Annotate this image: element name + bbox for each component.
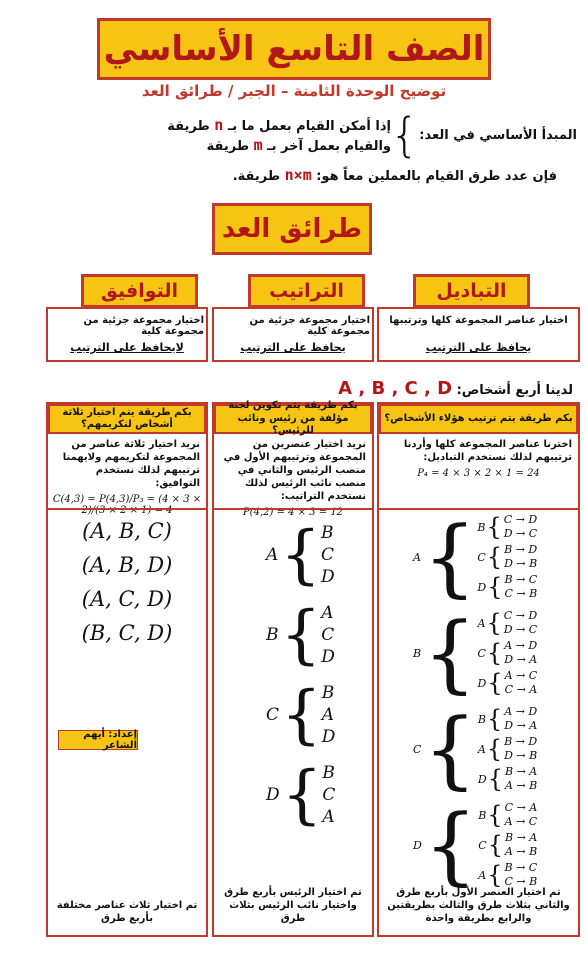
tree-leaf: D → A xyxy=(504,653,538,666)
var-m: m xyxy=(253,136,263,154)
brace-icon: { xyxy=(423,604,477,702)
tree-leaf: D xyxy=(321,567,335,588)
tree-leaf: C → B xyxy=(504,875,538,888)
arrangement-tree xyxy=(266,598,335,673)
brace-icon: { xyxy=(486,513,502,541)
tree-leaf: D xyxy=(321,727,336,748)
people-statement: لدينا أربع أشخاص: A , B , C , D xyxy=(338,378,573,399)
tree-leaf: D → A xyxy=(504,719,538,732)
combination-set: (A, B, D) xyxy=(81,553,173,577)
footer-combinations: تم اختيار ثلاث عناصر مختلفة بأربع طرق xyxy=(56,900,198,924)
author-credit: إعداد: أيهم الشاعر xyxy=(58,730,138,750)
tree-leaf: A xyxy=(321,603,334,623)
brace-icon: { xyxy=(486,735,503,763)
footer-permutations: تم اختيار العنصر الأول بأربع طرق والثاني بثلاث طرق والثالث بطريقتين والرابع بطريقة واحدة xyxy=(387,887,570,924)
brace-icon: { xyxy=(487,765,503,793)
left-brace-icon: { xyxy=(390,108,420,162)
tree-leaf: C → D xyxy=(503,513,538,527)
brace-icon: { xyxy=(486,705,503,733)
definition-arrangements xyxy=(212,307,374,362)
tree-root: A xyxy=(413,550,421,564)
tree-leaf: D xyxy=(321,647,335,668)
tree-root: B xyxy=(266,625,279,646)
tree-branch: A xyxy=(477,616,486,630)
arrangement-tree xyxy=(266,678,336,753)
tree-root: D xyxy=(266,785,280,806)
tree-leaf: B xyxy=(322,763,335,783)
tree-leaf: B xyxy=(321,523,334,543)
header-combinations: التوافيق xyxy=(81,274,198,308)
tree-leaf: A → D xyxy=(504,705,538,719)
brace-icon: { xyxy=(487,861,503,889)
permutation-tree xyxy=(413,508,538,606)
section-arrangements xyxy=(212,402,374,937)
principle-line-3: فإن عدد طرق القيام بالعملين معاً هو: n×m طريقة. xyxy=(232,166,557,184)
definition-key: يحافظ على الترتيب xyxy=(425,341,532,354)
divider xyxy=(379,508,578,510)
brace-icon: { xyxy=(486,609,502,637)
combination-sets xyxy=(48,519,206,655)
question-arrangements: بكم طريقة يتم تكوين لجنة مؤلفة من رئيس ونائب للرئيس؟ xyxy=(214,404,372,434)
brace-icon: { xyxy=(487,573,503,601)
tree-branch: C xyxy=(477,550,486,564)
tree-root: A xyxy=(266,545,279,566)
arrangement-tree xyxy=(266,758,336,833)
tree-leaf: A → D xyxy=(504,639,538,653)
brace-icon: { xyxy=(422,508,477,606)
brace-icon: { xyxy=(280,598,322,673)
tree-leaf: B → D xyxy=(504,543,538,557)
tree-leaf: C → B xyxy=(504,587,538,600)
tree-leaf: C → D xyxy=(503,609,538,623)
tree-branch: A xyxy=(478,868,487,882)
tree-leaf: B → A xyxy=(504,765,538,779)
combination-set: (A, B, C) xyxy=(82,519,172,543)
tree-branch: D xyxy=(477,772,487,786)
brace-icon: { xyxy=(423,700,477,798)
tree-root: C xyxy=(413,742,422,756)
permutation-tree xyxy=(413,796,538,894)
tree-leaf: B → A xyxy=(504,831,538,845)
tree-leaf: C xyxy=(322,785,336,806)
tree-leaf: C → A xyxy=(504,683,538,696)
definition-combinations xyxy=(46,307,208,362)
tree-leaf: A → B xyxy=(504,779,538,792)
brace-icon: { xyxy=(487,669,503,697)
tree-branch: B xyxy=(478,808,487,822)
brace-icon: { xyxy=(423,796,478,894)
principle-line-1: إذا أمكن القيام بعمل ما بـ n طريقة xyxy=(167,116,391,134)
divider xyxy=(48,508,206,510)
tree-leaf: B → C xyxy=(504,861,538,875)
tree-root: C xyxy=(266,705,280,726)
desc-arrangements: نريد اختيار عنصرين من المجموعة وترتيبهم الأول في منصب الرئيس والثاني في منصب نائب الرئيس لذلك نستخدم التراتيب: xyxy=(223,439,366,502)
tree-leaf: C → A xyxy=(504,801,538,815)
tree-leaf: B → D xyxy=(504,735,538,749)
page-title: الصف التاسع الأساسي xyxy=(97,18,491,80)
principle-label: المبدأ الأساسي في العد: xyxy=(419,128,577,143)
header-permutations: التباديل xyxy=(413,274,530,308)
desc-permutations: اخترنا عناصر المجموعة كلها وأردنا ترتيبهم لذلك نستخدم التباديل: xyxy=(403,439,572,463)
tree-leaf: C xyxy=(321,625,335,646)
question-combinations: بكم طريقة يتم اختيار ثلاثة أشخاص لتكريمهم؟ xyxy=(48,404,206,434)
tree-leaf: D → B xyxy=(504,749,538,762)
formula-arrangements: P(4,2) = 4 × 3 = 12 xyxy=(242,507,344,518)
people-names: A , B , C , D xyxy=(338,378,453,399)
var-nxm: n×m xyxy=(284,166,312,184)
brace-icon: { xyxy=(281,758,323,833)
combination-set: (B, C, D) xyxy=(81,621,173,645)
brace-icon: { xyxy=(281,678,322,753)
brace-icon: { xyxy=(487,831,503,859)
desc-combinations: نريد اختيار ثلاثة عناصر من المجموعة لتكريمهم ولايهمنا ترتيبهم لذلك نستخدم التوافيق: xyxy=(62,439,200,489)
tree-leaf: C xyxy=(321,545,335,566)
brace-icon: { xyxy=(487,801,503,829)
var-n: n xyxy=(214,116,224,134)
tree-leaf: A → C xyxy=(504,669,538,683)
definition-text: اختيار مجموعة جزئية من مجموعة كلية xyxy=(83,315,204,337)
combination-set: (A, C, D) xyxy=(81,587,173,611)
tree-leaf: A → C xyxy=(504,815,538,828)
tree-branch: D xyxy=(477,676,487,690)
tree-leaf: D → C xyxy=(503,623,538,636)
tree-leaf: B xyxy=(321,683,335,703)
tree-leaf: D → B xyxy=(504,557,538,570)
header-arrangements: التراتيب xyxy=(248,274,365,308)
tree-leaf: B → C xyxy=(504,573,538,587)
tree-leaf: A xyxy=(322,807,335,828)
tree-root: D xyxy=(413,838,422,852)
tree-branch: A xyxy=(477,742,486,756)
tree-leaf: D → C xyxy=(503,527,538,540)
section-combinations xyxy=(46,402,208,937)
page-subtitle: توضيح الوحدة الثامنة – الجبر / طرائق العد xyxy=(141,82,447,100)
tree-branch: D xyxy=(477,580,487,594)
tree-leaf: A → B xyxy=(504,845,538,858)
definition-key: يحافظ على الترتيب xyxy=(240,341,346,354)
definition-text: اختيار مجموعة جزئية من مجموعة كلية xyxy=(249,315,370,337)
tree-root: B xyxy=(413,646,422,660)
definition-text: اختيار عناصر المجموعة كلها وترتيبها xyxy=(389,315,568,326)
brace-icon: { xyxy=(280,518,321,593)
definition-permutations xyxy=(377,307,580,362)
tree-leaf: A xyxy=(321,705,335,726)
formula-combinations: C(4,3) = P(4,3)/P₃ = (4 × 3 × 2)/(3 × 2 × 1) = 4 xyxy=(52,494,202,516)
definition-key: لايحافظ على الترتيب xyxy=(70,341,184,354)
permutation-tree xyxy=(413,604,538,702)
tree-branch: C xyxy=(478,838,487,852)
brace-icon: { xyxy=(486,639,503,667)
permutation-tree xyxy=(413,700,538,798)
question-permutations: بكم طريقة يتم ترتيب هؤلاء الأشخاص؟ xyxy=(379,404,578,434)
tree-branch: B xyxy=(477,520,486,534)
footer-arrangements: تم اختيار الرئيس بأربع طرق واختيار نائب الرئيس بثلاث طرق xyxy=(224,887,362,924)
formula-permutations: P₄ = 4 × 3 × 2 × 1 = 24 xyxy=(417,468,540,479)
brace-icon: { xyxy=(486,543,503,571)
section-permutations xyxy=(377,402,580,937)
principle-line-2: والقيام بعمل آخر بـ m طريقة xyxy=(206,136,391,154)
divider xyxy=(214,508,372,510)
tree-branch: B xyxy=(477,712,486,726)
counting-methods-title: طرائق العد xyxy=(212,203,372,255)
tree-branch: C xyxy=(477,646,486,660)
arrangement-tree xyxy=(266,518,335,593)
